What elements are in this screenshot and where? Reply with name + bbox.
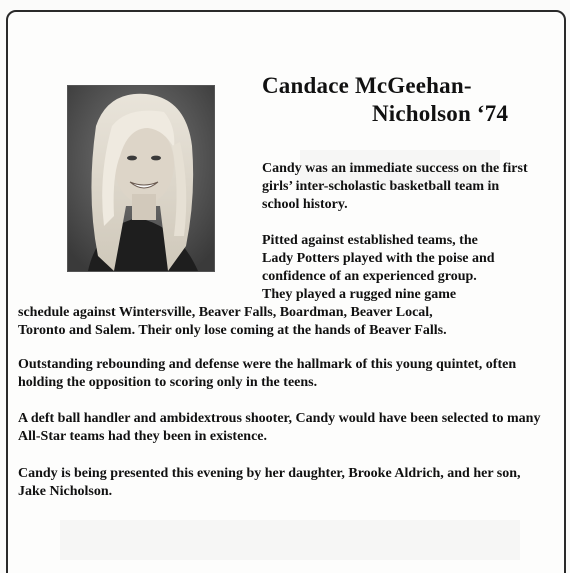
- paragraph-season-wide: [18, 304, 548, 340]
- text-line: Lady Potters played with the poise and: [262, 251, 495, 266]
- paragraph-intro: Candy was an immediate success on the first girls’ inter-scholastic basketball team in school history.: [262, 161, 528, 212]
- paragraph-presenters: Candy is being presented this evening by her daughter, Brooke Aldrich, and her son, Jake Nicholson.: [18, 466, 521, 499]
- paragraph-shooter: A deft ball handler and ambidextrous shooter, Candy would have been selected to many All-Star teams had they been in existence.: [18, 411, 541, 444]
- bleed-through-decoration: [60, 520, 520, 560]
- portrait-image: [68, 86, 214, 271]
- text-line: Toronto and Salem. Their only lose coming at the hands of Beaver Falls.: [18, 323, 447, 338]
- text-line: schedule against Wintersville, Beaver Falls, Boardman, Beaver Local,: [18, 305, 433, 320]
- text-line: They played a rugged nine game: [262, 287, 457, 302]
- heading-line-1: Candace McGeehan-: [262, 73, 472, 98]
- text-line: Pitted against established teams, the: [262, 233, 478, 248]
- inductee-photo: [67, 85, 215, 272]
- paragraph-season-narrow: [262, 232, 534, 304]
- paragraph-defense: Outstanding rebounding and defense were the hallmark of this young quintet, often holding the opposition to scoring only in the teens.: [18, 357, 517, 390]
- inductee-name-heading: [262, 72, 532, 128]
- text-line: confidence of an experienced group.: [262, 269, 477, 284]
- heading-line-2: Nicholson ‘74: [372, 101, 509, 126]
